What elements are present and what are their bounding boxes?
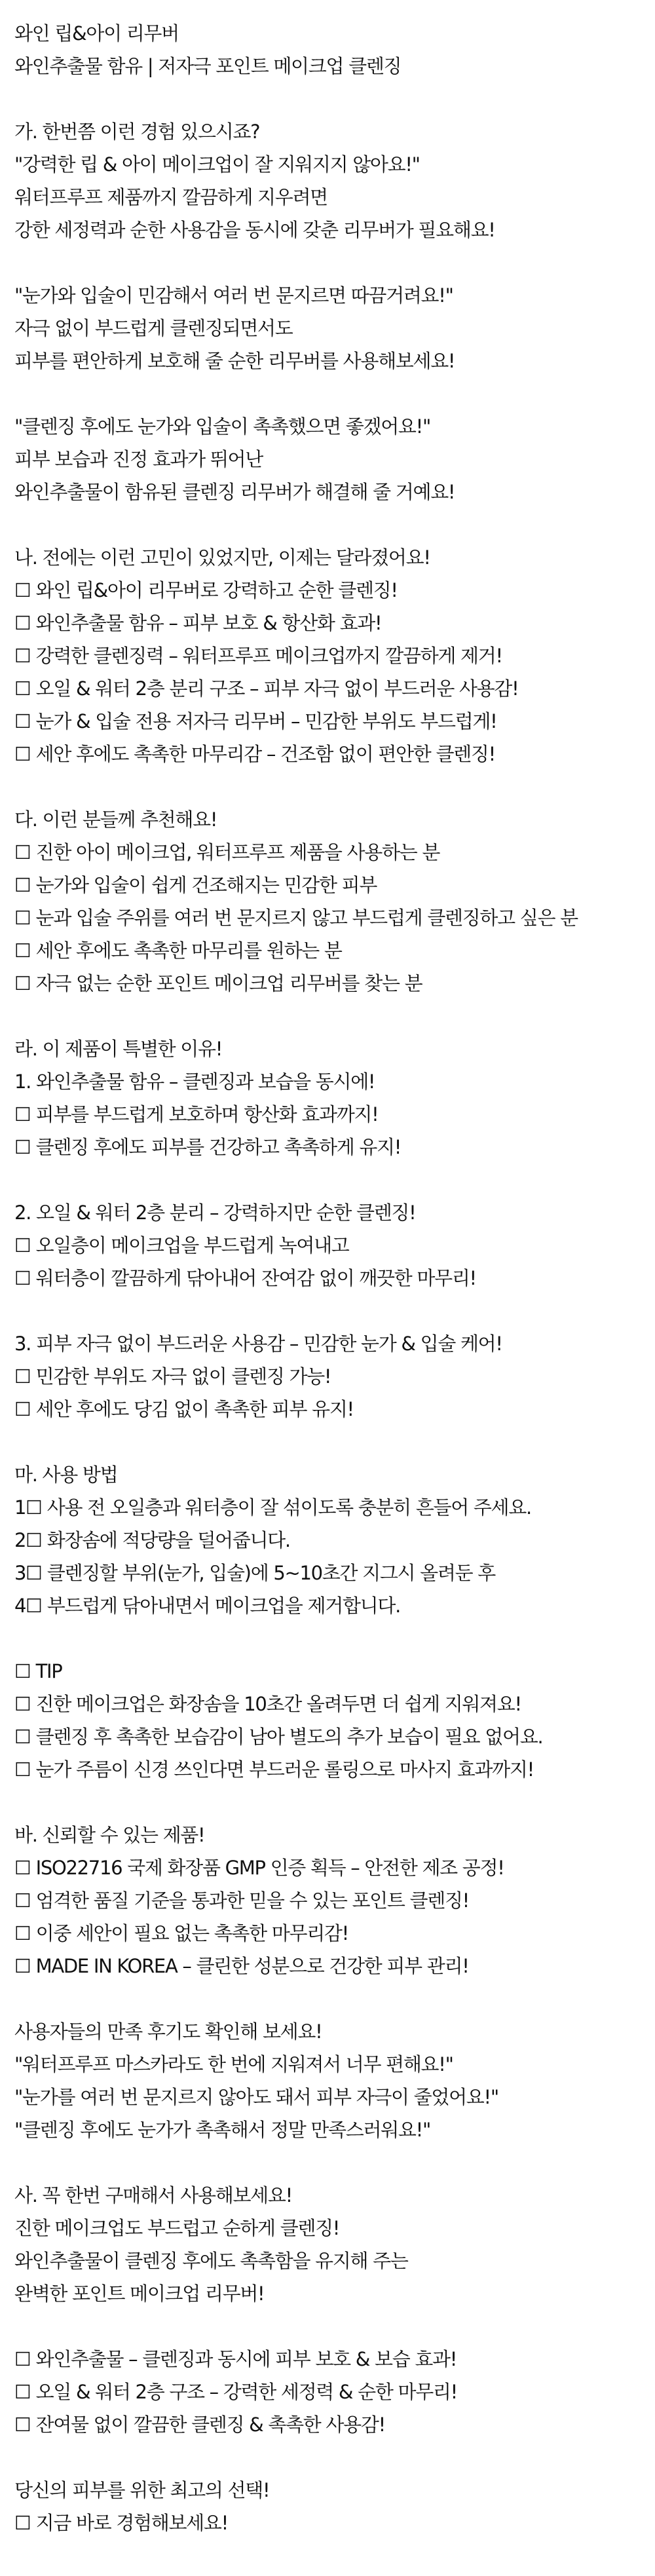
text-line: "강력한 립 & 아이 메이크업이 잘 지워지지 않아요!": [14, 153, 420, 176]
text-line: ☐ 와인 립&아이 리무버로 강력하고 순한 클렌징!: [14, 579, 398, 601]
text-line: 피부 보습과 진정 효과가 뛰어난: [14, 448, 263, 470]
blank-line: [14, 1622, 655, 1655]
text-line: 피부를 편안하게 보호해 줄 순한 리무버를 사용해보세요!: [14, 350, 455, 372]
text-line: ☐ 강력한 클렌징력 – 워터프루프 메이크업까지 깔끔하게 제거!: [14, 645, 502, 667]
text-line: ☐ 오일 & 워터 2층 분리 구조 – 피부 자극 없이 부드러운 사용감!: [14, 677, 519, 700]
text-line: ☐ 워터층이 깔끔하게 닦아내어 잔여감 없이 깨끗한 마무리!: [14, 1267, 476, 1289]
blank-line: [14, 2146, 655, 2179]
blank-line: [14, 246, 655, 279]
text-line: 워터프루프 제품까지 깔끔하게 지우려면: [14, 186, 328, 208]
text-line: 와인추출물이 클렌징 후에도 촉촉함을 유지해 주는: [14, 2250, 408, 2272]
text-line: ☐ 눈가와 입술이 쉽게 건조해지는 민감한 피부: [14, 874, 377, 896]
text-line: ☐ 와인추출물 함유 – 피부 보호 & 항산화 효과!: [14, 612, 382, 634]
blank-line: [14, 2441, 655, 2474]
blank-line: [14, 377, 655, 410]
blank-line: [14, 2310, 655, 2343]
text-line: 2. 오일 & 워터 2층 분리 – 강력하지만 순한 클렌징!: [14, 1202, 416, 1224]
text-line: ☐ 엄격한 품질 기준을 통과한 믿을 수 있는 포인트 클렌징!: [14, 1889, 469, 1912]
text-line: "눈가와 입술이 민감해서 여러 번 문지르면 따끔거려요!": [14, 284, 453, 307]
text-line: 1. 와인추출물 함유 – 클렌징과 보습을 동시에!: [14, 1070, 375, 1093]
text-line: ☐ 오일층이 메이크업을 부드럽게 녹여내고: [14, 1234, 349, 1257]
text-line: 3. 피부 자극 없이 부드러운 사용감 – 민감한 눈가 & 입술 케어!: [14, 1333, 502, 1355]
text-line: 사. 꼭 한번 구매해서 사용해보세요!: [14, 2184, 292, 2207]
text-line: 4☐ 부드럽게 닦아내면서 메이크업을 제거합니다.: [14, 1595, 401, 1617]
blank-line: [14, 1000, 655, 1032]
text-line: ☐ 세안 후에도 촉촉한 마무리감 – 건조함 없이 편안한 클렌징!: [14, 743, 495, 765]
text-line: 와인 립&아이 리무버: [14, 22, 179, 45]
text-line: 강한 세정력과 순한 사용감을 동시에 갖춘 리무버가 필요해요!: [14, 219, 495, 241]
text-line: 나. 전에는 이런 고민이 있었지만, 이제는 달라졌어요!: [14, 546, 430, 569]
text-line: ☐ 오일 & 워터 2층 구조 – 강력한 세정력 & 순한 마무리!: [14, 2381, 457, 2403]
text-line: 다. 이런 분들께 추천해요!: [14, 808, 217, 831]
blank-line: [14, 770, 655, 803]
text-line: ☐ 진한 메이크업은 화장솜을 10초간 올려두면 더 쉽게 지워져요!: [14, 1693, 521, 1715]
text-line: 라. 이 제품이 특별한 이유!: [14, 1038, 223, 1060]
text-line: 진한 메이크업도 부드럽고 순하게 클렌징!: [14, 2217, 340, 2239]
text-line: 자극 없이 부드럽게 클렌징되면서도: [14, 317, 293, 339]
text-line: 와인추출물이 함유된 클렌징 리무버가 해결해 줄 거예요!: [14, 481, 455, 503]
text-line: "눈가를 여러 번 문지르지 않아도 돼서 피부 자극이 줄었어요!": [14, 2086, 498, 2108]
text-line: ☐ 클렌징 후에도 피부를 건강하고 촉촉하게 유지!: [14, 1136, 402, 1158]
text-line: 2☐ 화장솜에 적당량을 덜어줍니다.: [14, 1529, 290, 1551]
blank-line: [14, 1426, 655, 1458]
text-line: 당신의 피부를 위한 최고의 선택!: [14, 2479, 270, 2501]
text-line: ☐ 눈가 주름이 신경 쓰인다면 부드러운 롤링으로 마사지 효과까지!: [14, 1758, 534, 1781]
text-line: 마. 사용 방법: [14, 1464, 118, 1486]
text-line: ☐ TIP: [14, 1660, 62, 1682]
text-line: ☐ 세안 후에도 촉촉한 마무리를 원하는 분: [14, 939, 342, 962]
text-line: ☐ 피부를 부드럽게 보호하며 항산화 효과까지!: [14, 1103, 379, 1126]
text-line: ☐ MADE IN KOREA – 클린한 성분으로 건강한 피부 관리!: [14, 1955, 469, 1977]
blank-line: [14, 1295, 655, 1327]
text-line: ☐ 잔여물 없이 깔끔한 클렌징 & 촉촉한 사용감!: [14, 2414, 385, 2436]
text-line: "워터프루프 마스카라도 한 번에 지워져서 너무 편해요!": [14, 2053, 453, 2075]
text-line: ☐ 진한 아이 메이크업, 워터프루프 제품을 사용하는 분: [14, 841, 440, 863]
text-line: 3☐ 클렌징할 부위(눈가, 입술)에 5~10초간 지그시 올려둔 후: [14, 1562, 495, 1584]
text-line: ☐ 클렌징 후 촉촉한 보습감이 남아 별도의 추가 보습이 필요 없어요.: [14, 1726, 543, 1748]
text-line: ☐ 이중 세안이 필요 없는 촉촉한 마무리감!: [14, 1922, 348, 1944]
text-line: "클렌징 후에도 눈가가 촉촉해서 정말 만족스러워요!": [14, 2119, 430, 2141]
text-line: 바. 신뢰할 수 있는 제품!: [14, 1824, 205, 1846]
text-line: ☐ 눈가 & 입술 전용 저자극 리무버 – 민감한 부위도 부드럽게!: [14, 710, 497, 732]
text-line: "클렌징 후에도 눈가와 입술이 촉촉했으면 좋겠어요!": [14, 415, 430, 438]
text-line: 와인추출물 함유 | 저자극 포인트 메이크업 클렌징: [14, 55, 402, 77]
text-line: 사용자들의 만족 후기도 확인해 보세요!: [14, 2020, 322, 2043]
text-line: ☐ 민감한 부위도 자극 없이 클렌징 가능!: [14, 1365, 331, 1388]
text-line: 완벽한 포인트 메이크업 리무버!: [14, 2282, 265, 2305]
text-line: ☐ 자극 없는 순한 포인트 메이크업 리무버를 찾는 분: [14, 972, 422, 994]
text-line: ☐ 눈과 입술 주위를 여러 번 문지르지 않고 부드럽게 클렌징하고 싶은 분: [14, 907, 578, 929]
blank-line: [14, 1982, 655, 2015]
text-line: 1☐ 사용 전 오일층과 워터층이 잘 섞이도록 충분히 흔들어 주세요.: [14, 1496, 531, 1519]
blank-line: [14, 1786, 655, 1819]
text-line: ☐ 와인추출물 – 클렌징과 동시에 피부 보호 & 보습 효과!: [14, 2348, 457, 2370]
blank-line: [14, 508, 655, 541]
text-line: ☐ ISO22716 국제 화장품 GMP 인증 획득 – 안전한 제조 공정!: [14, 1857, 504, 1879]
blank-line: [14, 83, 655, 115]
text-line: ☐ 지금 바로 경험해보세요!: [14, 2512, 228, 2534]
blank-line: [14, 1164, 655, 1196]
text-line: 가. 한번쯤 이런 경험 있으시죠?: [14, 121, 260, 143]
text-line: ☐ 세안 후에도 당김 없이 촉촉한 피부 유지!: [14, 1398, 354, 1420]
